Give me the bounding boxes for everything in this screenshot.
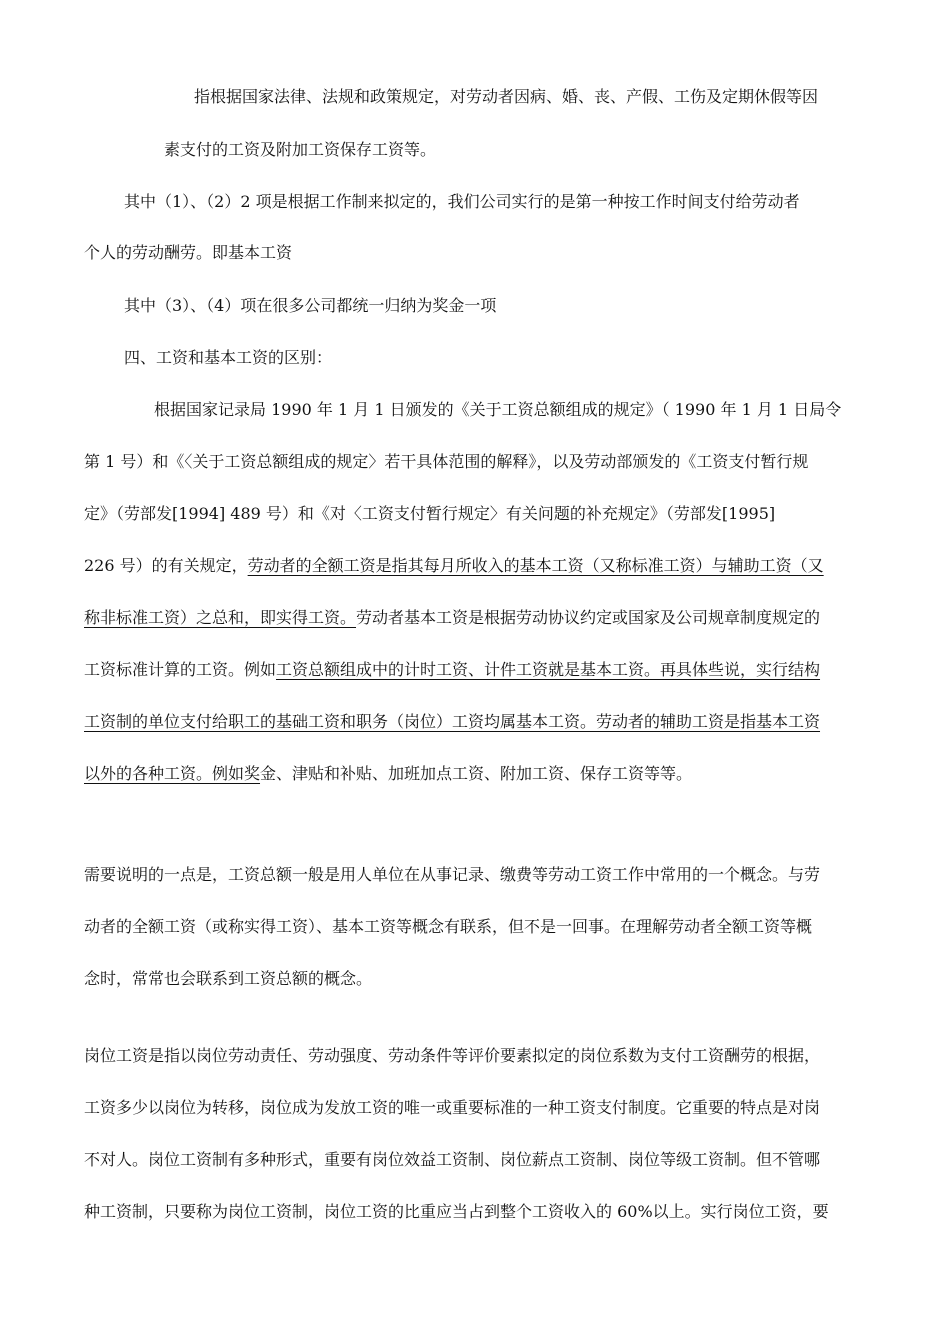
text-line: 其中（1）、（2）2 项是根据工作制来拟定的，我们公司实行的是第一种按工作时间支付给劳动者 <box>124 192 800 211</box>
text-line: 指根据国家法律、法规和政策规定，对劳动者因病、婚、丧、产假、工伤及定期休假等因 <box>194 87 819 106</box>
text-line: 念时，常常也会联系到工资总额的概念。 <box>84 969 373 988</box>
section-heading: 四、工资和基本工资的区别： <box>124 348 333 367</box>
underlined-text: 工资制的单位支付给职工的基础工资和职务（岗位）工资均属基本工资。劳动者的辅助工资是指基本工资 <box>84 712 821 731</box>
text-line: 定》（劳部发[1994] 489 号）和《对〈工资支付暂行规定〉有关问题的补充规定》（劳部发[1995] <box>84 504 776 523</box>
text-line: 不对人。岗位工资制有多种形式，重要有岗位效益工资制、岗位薪点工资制、岗位等级工资制。但不管哪 <box>84 1150 821 1169</box>
text-line: 其中（3）、（4）项在很多公司都统一归纳为奖金一项 <box>124 296 497 315</box>
underlined-text: 劳动者的全额工资是指其每月所收入的基本工资（又称标准工资）与辅助工资（又 <box>247 556 824 575</box>
text-line: 种工资制，只要称为岗位工资制，岗位工资的比重应当占到整个工资收入的 60%以上。实行岗位工资，要 <box>84 1202 829 1221</box>
text-line: 个人的劳动酬劳。即基本工资 <box>84 243 293 262</box>
text-line: 动者的全额工资（或称实得工资）、基本工资等概念有联系，但不是一回事。在理解劳动者全额工资等概 <box>84 917 813 936</box>
text-line: 素支付的工资及附加工资保存工资等。 <box>164 140 437 159</box>
text-line <box>84 763 872 785</box>
text-line: 第 1 号）和《〈关于工资总额组成的规定〉若干具体范围的解释》，以及劳动部颁发的《工资支付暂行规 <box>84 452 809 471</box>
text-line <box>84 555 872 577</box>
text-segment: 劳动者基本工资是根据劳动协议约定或国家及公司规章制度规定的 <box>356 608 821 627</box>
text-line <box>84 659 872 681</box>
text-line <box>84 711 872 733</box>
text-line: 需要说明的一点是，工资总额一般是用人单位在从事记录、缴费等劳动工资工作中常用的一个概念。与劳 <box>84 865 821 884</box>
text-line: 岗位工资是指以岗位劳动责任、劳动强度、劳动条件等评价要素拟定的岗位系数为支付工资酬劳的根据， <box>84 1046 821 1065</box>
text-line: 根据国家记录局 1990 年 1 月 1 日颁发的《关于工资总额组成的规定》（ 1990 年 1 月 1 日局令 <box>154 400 842 419</box>
text-segment: 226 号）的有关规定， <box>84 556 248 575</box>
text-line: 工资多少以岗位为转移，岗位成为发放工资的唯一或重要标准的一种工资支付制度。它重要的特点是对岗 <box>84 1098 821 1117</box>
underlined-text: 工资总额组成中的计时工资、计件工资就是基本工资。再具体些说，实行结构 <box>276 660 821 679</box>
text-segment: 金、津贴和补贴、加班加点工资、附加工资、保存工资等等。 <box>260 764 693 783</box>
text-line <box>84 607 872 629</box>
underlined-text: 称非标准工资）之总和，即实得工资。 <box>84 608 357 627</box>
text-segment: 工资标准计算的工资。例如 <box>84 660 277 679</box>
underlined-text: 以外的各种工资。例如奖 <box>84 764 261 783</box>
